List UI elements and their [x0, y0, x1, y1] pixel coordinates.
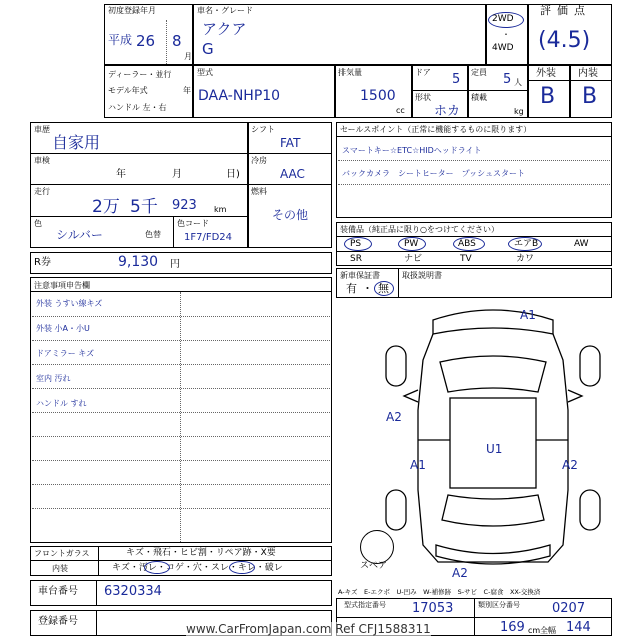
- divider: [467, 64, 469, 118]
- divider: [398, 268, 399, 298]
- recycle-label: R券: [34, 257, 51, 268]
- model-year-unit: 年: [183, 86, 191, 95]
- length-value: 169: [500, 620, 525, 635]
- reg-month: 8: [172, 32, 182, 50]
- drive-2wd: 2WD: [492, 14, 514, 24]
- divider: [336, 251, 612, 252]
- kg-unit: kg: [514, 107, 524, 116]
- equip-tv: TV: [460, 254, 472, 264]
- type-spec-number: 17053: [412, 601, 454, 616]
- interior-damage-items: キズ・汚レ・コゲ・穴・スレ・キレ・破レ: [112, 563, 283, 573]
- car-name: アクア: [202, 20, 247, 38]
- divider: [247, 122, 249, 248]
- mileage-label: 走行: [34, 187, 50, 196]
- divider: [247, 184, 332, 185]
- dot-row: [32, 412, 330, 413]
- class-label: 類別区分番号: [478, 601, 520, 609]
- chassis-label: 車台番号: [38, 586, 78, 597]
- reg-year: 26: [136, 32, 156, 50]
- equip-pw: PW: [404, 239, 419, 249]
- divider: [192, 4, 194, 118]
- note-line: 室内 汚れ: [36, 374, 71, 383]
- divider: [411, 90, 527, 91]
- dealer-label: ディーラー・並行: [108, 70, 172, 79]
- divider: [173, 216, 174, 248]
- car-name-label: 車名・グレード: [197, 6, 253, 15]
- dot-row: [32, 340, 330, 341]
- shift-label: シフト: [251, 125, 275, 134]
- warranty-yes: 有: [346, 282, 357, 295]
- dot-divider: [166, 20, 167, 64]
- grade: G: [202, 40, 214, 58]
- month-unit: 月: [184, 52, 192, 61]
- circle-mark: [344, 237, 372, 251]
- dot-row: [32, 388, 330, 389]
- mileage-sen: 5千: [130, 197, 158, 217]
- doors: 5: [452, 72, 461, 87]
- spare-label: スペア: [360, 561, 388, 571]
- note-line: ハンドル すれ: [36, 399, 87, 408]
- equip-sr: SR: [350, 254, 362, 264]
- width-value: 144: [566, 620, 591, 635]
- exterior-grade: B: [540, 84, 556, 109]
- windshield-label: フロントガラス: [34, 549, 90, 558]
- rating-value: (4.5): [538, 28, 591, 53]
- divider: [30, 184, 247, 185]
- first-reg-label: 初度登録年月: [108, 6, 156, 15]
- color-change-label: 色替: [145, 230, 161, 239]
- divider: [411, 64, 413, 118]
- circle-mark: [398, 237, 426, 251]
- usage-label: 車歴: [34, 125, 50, 134]
- chassis-number: 6320334: [104, 584, 162, 599]
- inspection-month: 月: [172, 169, 182, 180]
- note-line: 外装 うすい線キズ: [36, 299, 103, 308]
- shape-label: 形状: [415, 93, 431, 102]
- spare-tire-mark: [360, 530, 394, 564]
- capacity-unit: 人: [514, 78, 522, 87]
- mileage-man: 2万: [92, 197, 120, 217]
- divider: [474, 598, 475, 636]
- handle-label: ハンドル 左・右: [108, 103, 167, 112]
- dot-row: [338, 184, 610, 185]
- divider: [96, 580, 97, 606]
- notes-label: 注意事項申告欄: [34, 281, 90, 290]
- rating-label: 評価点: [540, 4, 591, 17]
- watermark: www.CarFromJapan.com Ref CFJ1588311: [186, 622, 431, 636]
- exterior-label: 外装: [536, 68, 556, 79]
- inspection-label: 車検: [34, 156, 50, 165]
- warranty-label: 新車保証書: [340, 271, 380, 280]
- warranty-dot: ・: [362, 282, 373, 295]
- damage-mark-left-front: A2: [386, 410, 402, 424]
- dot-row: [338, 160, 610, 161]
- warranty-no: 無: [378, 282, 389, 295]
- type-spec-label: 型式指定番号: [344, 601, 386, 609]
- capacity: 5: [503, 72, 512, 87]
- equip-ps: PS: [350, 239, 362, 249]
- interior-grade: B: [582, 84, 598, 109]
- color-label: 色: [34, 219, 42, 228]
- divider: [569, 64, 571, 118]
- divider: [98, 546, 99, 576]
- divider: [336, 136, 612, 137]
- divider: [96, 610, 97, 636]
- door-label: ドア: [415, 68, 431, 77]
- shape: ホカ: [434, 104, 461, 119]
- drive-dot: ・: [502, 30, 510, 39]
- damage-legend: A-キズ E-エクボ U-凹み W-補修跡 S-サビ C-腐食 XX-交換済: [338, 588, 541, 596]
- dot-row: [32, 484, 330, 485]
- km-unit: km: [214, 205, 227, 214]
- class-number: 0207: [552, 601, 586, 616]
- divider: [527, 64, 612, 66]
- divider: [30, 560, 332, 561]
- interior-damage-label: 内装: [52, 564, 68, 573]
- width-label: 全幅: [540, 626, 556, 635]
- dot-divider: [180, 292, 181, 542]
- divider: [485, 4, 487, 64]
- color-code-label: 色コード: [177, 219, 209, 228]
- windshield-items: キズ・飛石・ヒビ割・リペア跡・X要: [126, 548, 276, 558]
- model-type: DAA-NHP10: [198, 88, 281, 104]
- inspection-year: 年: [116, 169, 126, 180]
- color-value: シルバー: [56, 228, 103, 242]
- equip-navi: ナビ: [404, 254, 423, 264]
- selling-point-line: バックカメラ シートヒーター プッシュスタート: [342, 169, 525, 178]
- damage-mark-left-side: A1: [410, 458, 426, 472]
- equip-airbag: エアB: [514, 239, 539, 249]
- circle-mark: [229, 561, 255, 574]
- equip-abs: ABS: [458, 239, 476, 249]
- color-code: 1F7/FD24: [184, 232, 233, 243]
- equip-leather: カワ: [516, 254, 535, 264]
- dot-row: [32, 460, 330, 461]
- divider: [247, 153, 332, 154]
- dot-row: [32, 364, 330, 365]
- recycle-unit: 円: [170, 259, 180, 270]
- dot-row: [32, 316, 330, 317]
- equip-aw: AW: [574, 239, 589, 249]
- note-line: 外装 小A・小U: [36, 324, 90, 333]
- fuel-label: 燃料: [251, 187, 267, 196]
- ac-value: AAC: [280, 167, 305, 181]
- damage-mark-roof: U1: [486, 442, 503, 456]
- drive-4wd: 4WD: [492, 43, 514, 53]
- circle-mark: [453, 237, 485, 251]
- divider: [30, 291, 332, 292]
- displacement-label: 排気量: [338, 68, 362, 77]
- type-label: 型式: [197, 68, 213, 77]
- divider: [30, 153, 247, 154]
- equipment-label: 装備品（純正品に限り○をつけてください）: [340, 225, 499, 234]
- recycle-section: [30, 252, 332, 274]
- displacement: 1500: [360, 88, 396, 104]
- mileage-rest: 923: [172, 198, 197, 213]
- circle-mark: [508, 237, 542, 251]
- interior-label: 内装: [578, 68, 598, 79]
- dot-row: [32, 436, 330, 437]
- model-year-label: モデル年式: [108, 86, 148, 95]
- load-label: 積載: [471, 93, 487, 102]
- divider: [334, 64, 336, 118]
- recycle-value: 9,130: [118, 254, 159, 270]
- damage-mark-right-side: A2: [562, 458, 578, 472]
- header-section: [104, 4, 612, 118]
- car-diagram: [378, 300, 608, 580]
- note-line: ドアミラー キズ: [36, 349, 95, 358]
- divider: [527, 4, 529, 118]
- circle-mark: [374, 281, 394, 296]
- registration-label: 登録番号: [38, 616, 78, 627]
- capacity-label: 定員: [471, 68, 487, 77]
- damage-mark-front: A1: [520, 308, 536, 322]
- divider: [527, 80, 612, 81]
- selling-points-label: セールスポイント（正常に機能するものに限ります）: [340, 125, 532, 134]
- selling-point-line: スマートキー☆ETC☆HIDヘッドライト: [342, 146, 482, 155]
- dot-row: [32, 508, 330, 509]
- inspection-day: 日): [226, 169, 240, 180]
- circle-mark: [144, 561, 170, 574]
- cc-unit: cc: [396, 106, 405, 115]
- fuel-value: その他: [272, 208, 309, 222]
- record-label: 取扱説明書: [402, 271, 442, 280]
- shift-value: FAT: [280, 136, 301, 150]
- damage-mark-rear: A2: [452, 566, 468, 580]
- era-label: 平成: [108, 33, 133, 47]
- ac-label: 冷房: [251, 156, 267, 165]
- usage-value: 自家用: [52, 133, 101, 152]
- length-unit: cm: [528, 626, 541, 635]
